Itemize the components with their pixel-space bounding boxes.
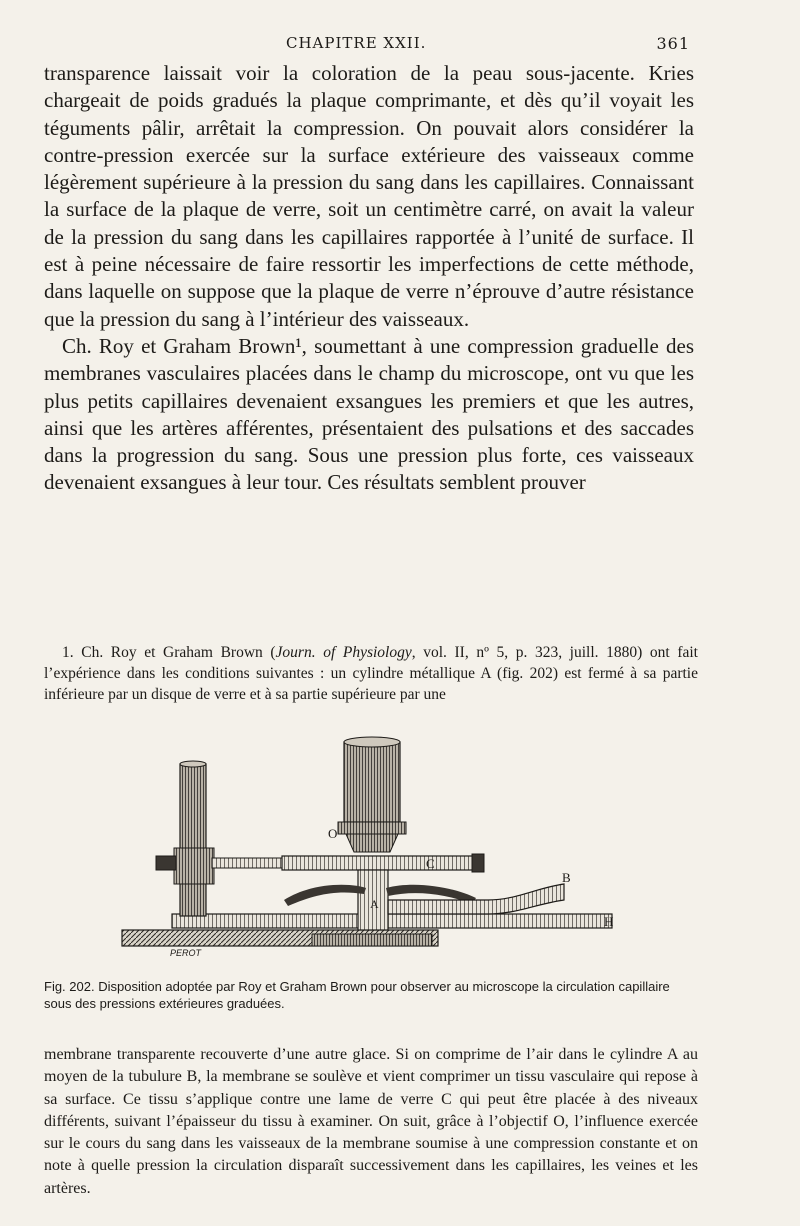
- main-text: [44, 60, 694, 497]
- objective-o: [344, 742, 400, 822]
- label-h: H: [604, 914, 614, 929]
- pillar: [180, 764, 206, 916]
- footnote-journal: Journ. of Physiology: [275, 644, 412, 661]
- collar: [174, 848, 214, 884]
- label-c: C: [426, 856, 435, 871]
- arm: [212, 858, 282, 868]
- figure-caption: [44, 978, 698, 1012]
- footnote-text: , vol. II, nº 5, p. 323, juill. 1880) ont fait l’expérience dans les conditions suivantes : un cylindre métallique A (fig. 202) est fermé à sa partie inférieure par un disque de verre et à sa partie supérieure par une: [44, 644, 698, 703]
- paragraph-2: Ch. Roy et Graham Brown¹, soumettant à une compression graduelle des membranes vasculaires placées dans le champ du microscope, ont vu que les plus petits capillaires devenaient exsangues les premiers et que les autres, ainsi que les artères afférentes, présentaient des pulsations et des saccades dans la progression du sang. Sous une pression plus forte, ces vaisseaux devenaient exsangues à leur tour. Ces résultats semblent prouver: [44, 333, 694, 495]
- footnote-authors: Ch. Roy et Graham Brown (: [81, 644, 276, 661]
- glass-plate-c: [282, 856, 478, 870]
- footnote-number: 1.: [62, 644, 74, 661]
- figure-202-apparatus: [116, 728, 616, 960]
- stage-h: [172, 914, 612, 928]
- page-number: 361: [656, 34, 690, 53]
- footnote-continued: [44, 1044, 698, 1200]
- label-a: A: [370, 897, 379, 911]
- paragraph-1: transparence laissait voir la coloration de la peau sous-jacente. Kries chargeait de poids gradués la plaque comprimante, et dès qu’il voyait les téguments pâlir, arrêtait la compression. On pouvait alors considérer la contre-pression exercée sur la surface extérieure des vaisseaux comme légèrement supérieure à la pression du sang dans les capillaires. Connaissant la surface de la plaque de verre, soit un centimètre carré, on avait la valeur de la pression du sang dans les capillaires rapportée à l’unité de surface. Il est à peine nécessaire de faire ressortir les imperfections de cette méthode, dans laquelle on suppose que la plaque de verre n’éprouve d’autre résistance que la pression du sang à l’intérieur des vaisseaux.: [44, 61, 694, 331]
- screw-head: [156, 856, 176, 870]
- base-block: [312, 934, 432, 946]
- footnote: [44, 642, 698, 705]
- caption-text: Disposition adoptée par Roy et Graham Brown pour observer au microscope la circulation capillaire sous des pressions extérieures graduées.: [44, 979, 670, 1011]
- label-b: B: [562, 870, 571, 885]
- engraver-signature: PEROT: [170, 948, 202, 958]
- label-o: O: [328, 826, 338, 841]
- spring-left: [284, 885, 366, 906]
- caption-prefix: Fig. 202.: [44, 979, 95, 994]
- apparatus-illustration: [116, 728, 616, 960]
- footnote-continued-text: membrane transparente recouverte d’une autre glace. Si on comprime de l’air dans le cylindre A au moyen de la tubulure B, la membrane se soulève et vient comprimer un tissu vasculaire qui repose à sa surface. Ce tissu s’applique contre une lame de verre C qui peut être placée à des niveaux différents, suivant l’épaisseur du tissu à examiner. On suit, grâce à l’objectif O, l’influence exercée sur le cours du sang dans les vaisseaux de la membrane soumise à une compression constante et on note à quelle pression la circulation disparaît successivement dans les capillaires, les veines et les artères.: [44, 1046, 698, 1197]
- chapter-title: CHAPITRE XXII.: [286, 34, 427, 52]
